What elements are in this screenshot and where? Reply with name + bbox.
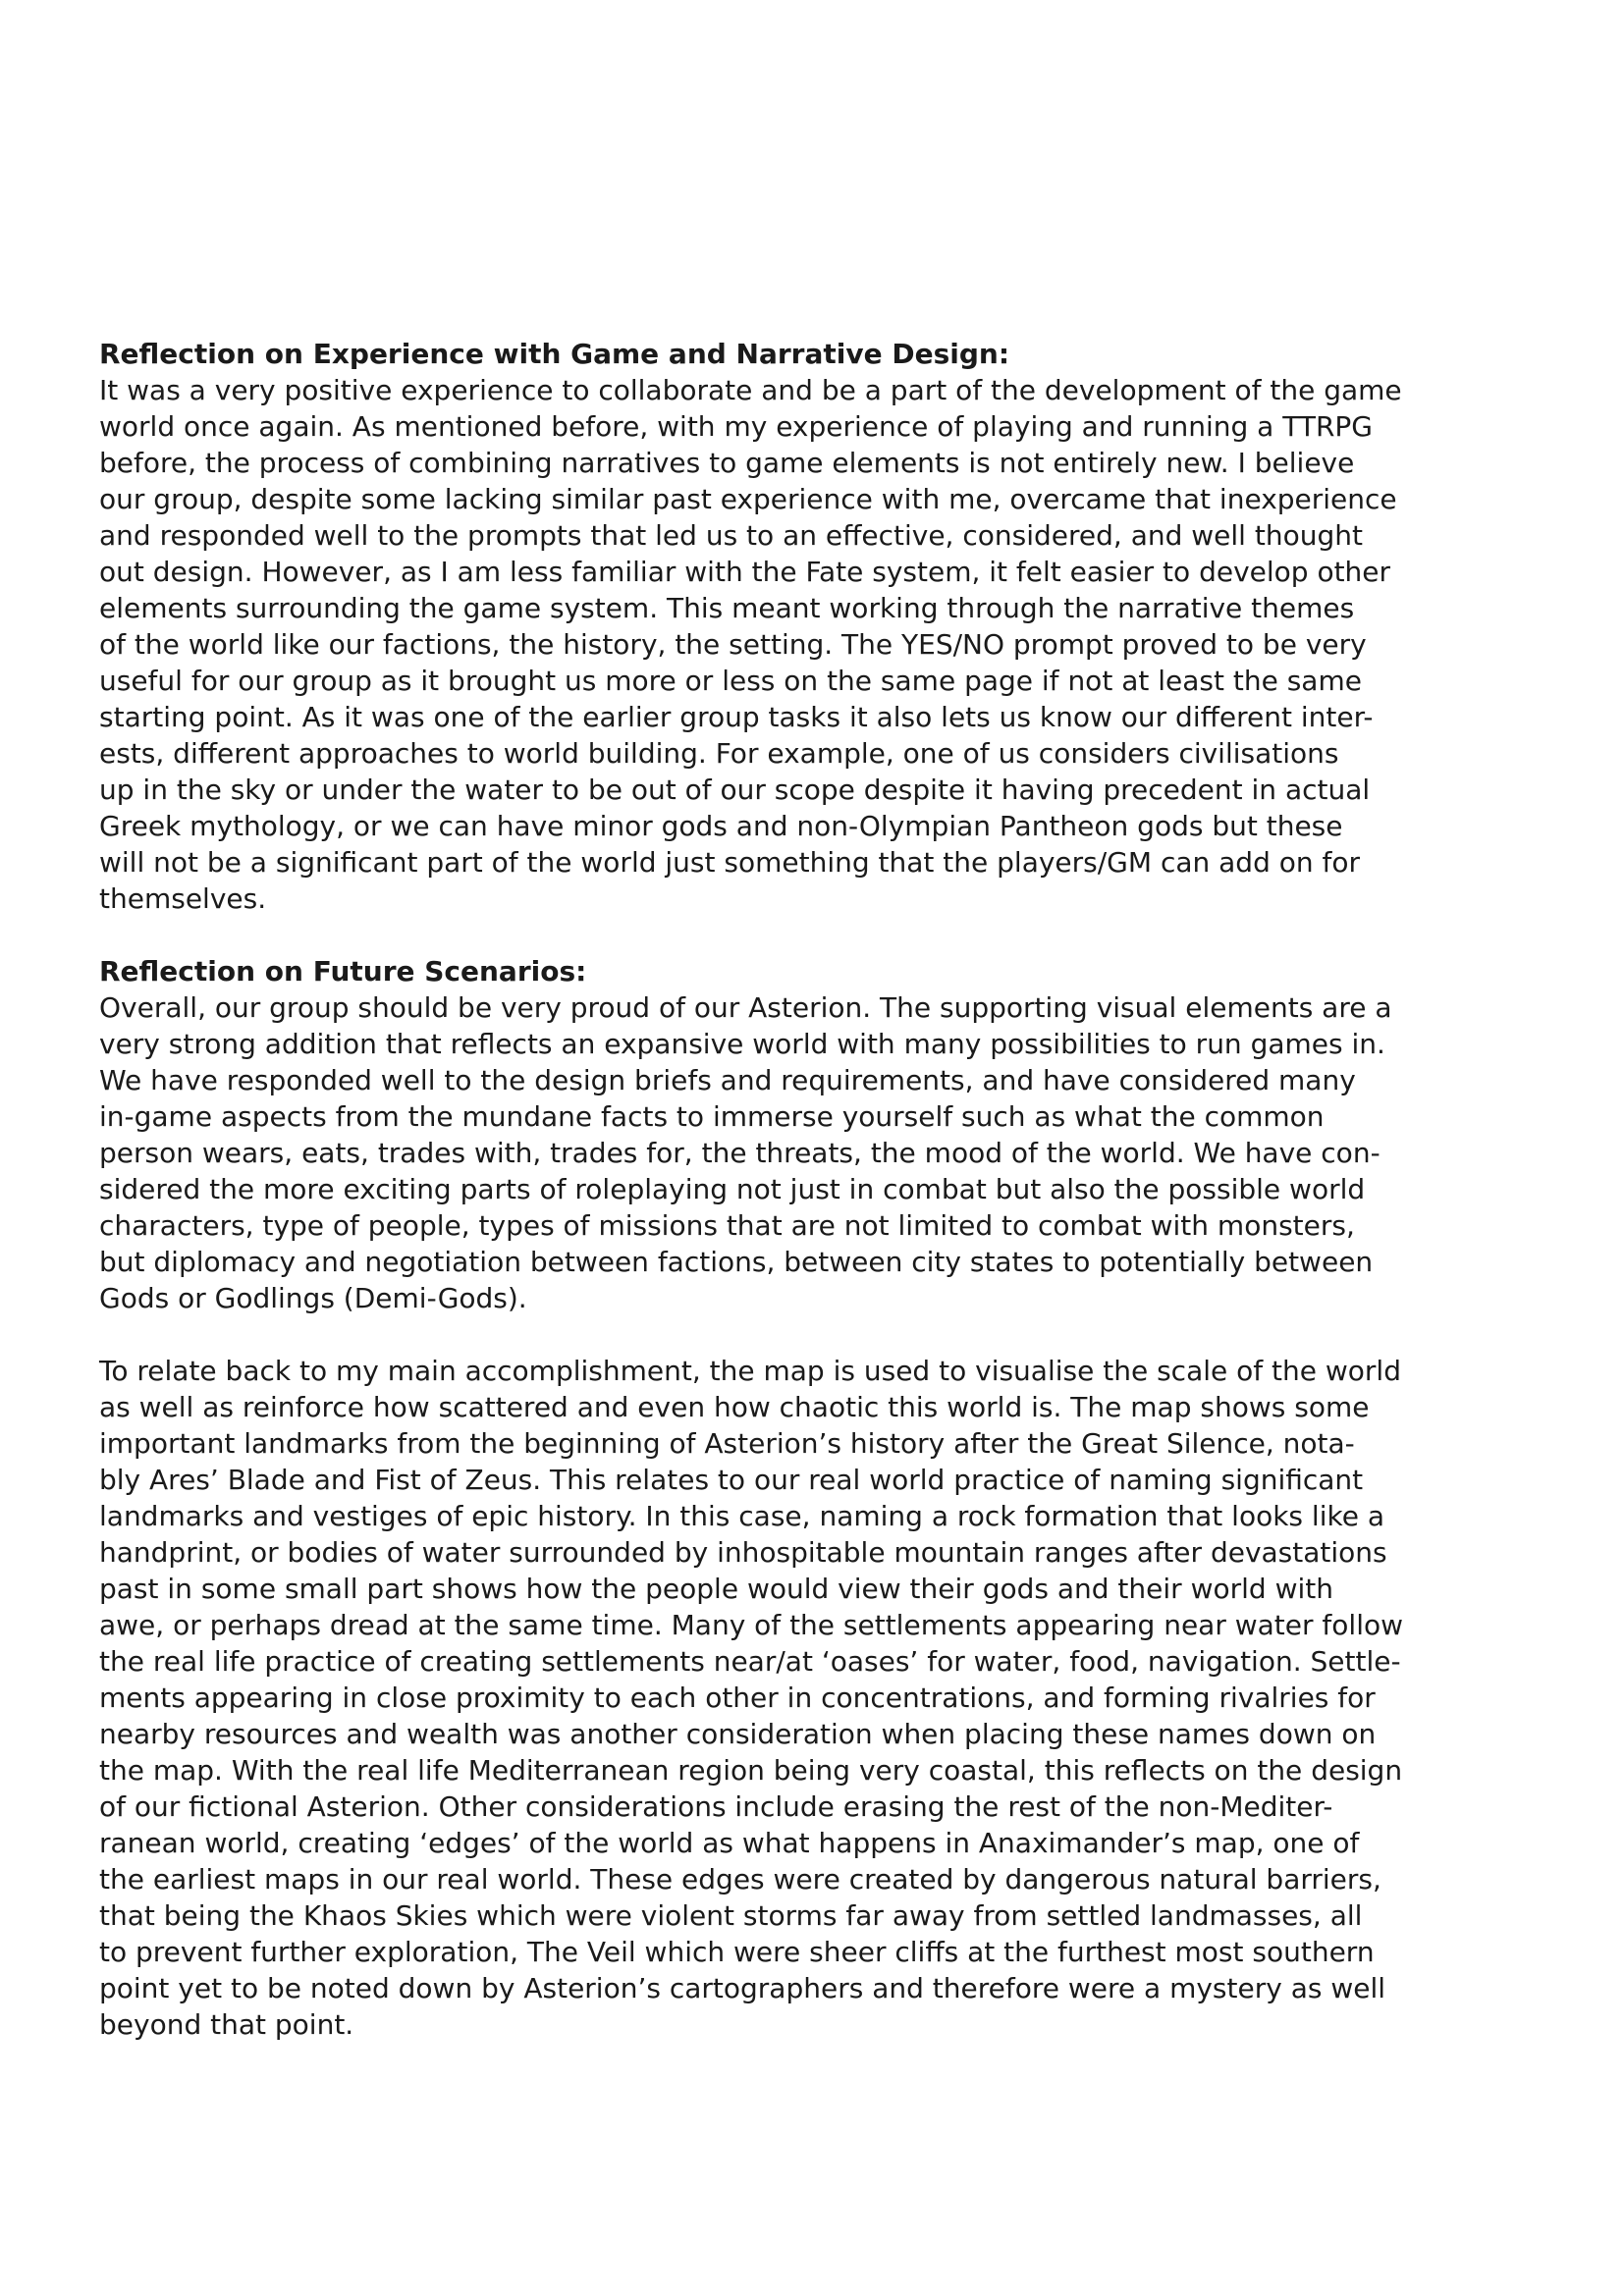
- text-line: It was a very positive experience to collaborate and be a part of the development of the game: [99, 374, 1402, 406]
- paragraph-gap: [99, 1316, 1533, 1353]
- section-experience: [99, 336, 1533, 917]
- text-line: out design. However, as I am less familiar with the Fate system, it felt easier to develop other: [99, 556, 1391, 588]
- text-line: up in the sky or under the water to be out of our scope despite it having precedent in actual: [99, 774, 1371, 806]
- section-heading: Reflection on Future Scenarios:: [99, 955, 587, 988]
- text-line: bly Ares’ Blade and Fist of Zeus. This relates to our real world practice of naming significant: [99, 1464, 1364, 1496]
- text-line: We have responded well to the design briefs and requirements, and have considered many: [99, 1064, 1356, 1096]
- text-line: important landmarks from the beginning of Asterion’s history after the Great Silence, nota-: [99, 1427, 1355, 1460]
- text-line: beyond that point.: [99, 2008, 354, 2041]
- text-line: in-game aspects from the mundane facts to immerse yourself such as what the common: [99, 1100, 1325, 1133]
- text-line: the real life practice of creating settlements near/at ‘oases’ for water, food, navigation. Settle-: [99, 1645, 1401, 1678]
- section-body: [99, 989, 1533, 1316]
- text-line: starting point. As it was one of the earlier group tasks it also lets us know our different inter-: [99, 701, 1374, 733]
- text-line: will not be a significant part of the world just something that the players/GM can add on for: [99, 846, 1361, 879]
- text-line: Greek mythology, or we can have minor gods and non-Olympian Pantheon gods but these: [99, 810, 1343, 842]
- text-line: as well as reinforce how scattered and even how chaotic this world is. The map shows some: [99, 1391, 1370, 1423]
- section-future-scenarios: [99, 953, 1533, 1316]
- text-line: elements surrounding the game system. This meant working through the narrative themes: [99, 592, 1355, 624]
- section-body: [99, 1353, 1533, 2043]
- text-line: Overall, our group should be very proud of our Asterion. The supporting visual elements are a: [99, 991, 1392, 1024]
- text-line: of our fictional Asterion. Other considerations include erasing the rest of the non-Mediter-: [99, 1790, 1333, 1823]
- text-line: of the world like our factions, the history, the setting. The YES/NO prompt proved to be very: [99, 628, 1367, 661]
- text-line: before, the process of combining narratives to game elements is not entirely new. I believe: [99, 447, 1355, 479]
- text-line: Gods or Godlings (Demi-Gods).: [99, 1282, 527, 1314]
- text-line: ests, different approaches to world building. For example, one of us considers civilisations: [99, 737, 1339, 770]
- text-line: themselves.: [99, 882, 267, 915]
- text-line: characters, type of people, types of missions that are not limited to combat with monsters,: [99, 1209, 1355, 1242]
- text-line: point yet to be noted down by Asterion’s cartographers and therefore were a mystery as well: [99, 1972, 1386, 2004]
- text-line: that being the Khaos Skies which were violent storms far away from settled landmasses, all: [99, 1899, 1363, 1932]
- text-line: handprint, or bodies of water surrounded by inhospitable mountain ranges after devastations: [99, 1536, 1387, 1569]
- text-line: awe, or perhaps dread at the same time. Many of the settlements appearing near water follow: [99, 1609, 1404, 1641]
- text-line: our group, despite some lacking similar past experience with me, overcame that inexperience: [99, 483, 1397, 515]
- text-line: the map. With the real life Mediterranean region being very coastal, this reflects on the design: [99, 1754, 1403, 1787]
- text-line: and responded well to the prompts that led us to an effective, considered, and well thought: [99, 519, 1363, 552]
- text-line: world once again. As mentioned before, with my experience of playing and running a TTRPG: [99, 410, 1373, 443]
- text-line: the earliest maps in our real world. These edges were created by dangerous natural barriers,: [99, 1863, 1381, 1896]
- text-line: past in some small part shows how the people would view their gods and their world with: [99, 1573, 1333, 1605]
- text-line: ranean world, creating ‘edges’ of the world as what happens in Anaximander’s map, one of: [99, 1827, 1360, 1859]
- text-line: but diplomacy and negotiation between factions, between city states to potentially between: [99, 1246, 1374, 1278]
- page-content: [99, 336, 1533, 2043]
- text-line: useful for our group as it brought us more or less on the same page if not at least the same: [99, 665, 1362, 697]
- text-line: person wears, eats, trades with, trades for, the threats, the mood of the world. We have con-: [99, 1137, 1380, 1169]
- text-line: to prevent further exploration, The Veil which were sheer cliffs at the furthest most southern: [99, 1936, 1375, 1968]
- section-heading: Reflection on Experience with Game and Narrative Design:: [99, 338, 1010, 370]
- paragraph-gap: [99, 917, 1533, 953]
- text-line: landmarks and vestiges of epic history. In this case, naming a rock formation that looks like a: [99, 1500, 1384, 1532]
- text-line: nearby resources and wealth was another consideration when placing these names down on: [99, 1718, 1377, 1750]
- text-line: To relate back to my main accomplishment, the map is used to visualise the scale of the world: [99, 1355, 1401, 1387]
- text-line: very strong addition that reflects an expansive world with many possibilities to run games in.: [99, 1028, 1385, 1060]
- section-body: [99, 372, 1533, 917]
- text-line: ments appearing in close proximity to each other in concentrations, and forming rivalries for: [99, 1682, 1376, 1714]
- section-map-accomplishment: [99, 1353, 1533, 2043]
- text-line: sidered the more exciting parts of roleplaying not just in combat but also the possible world: [99, 1173, 1366, 1205]
